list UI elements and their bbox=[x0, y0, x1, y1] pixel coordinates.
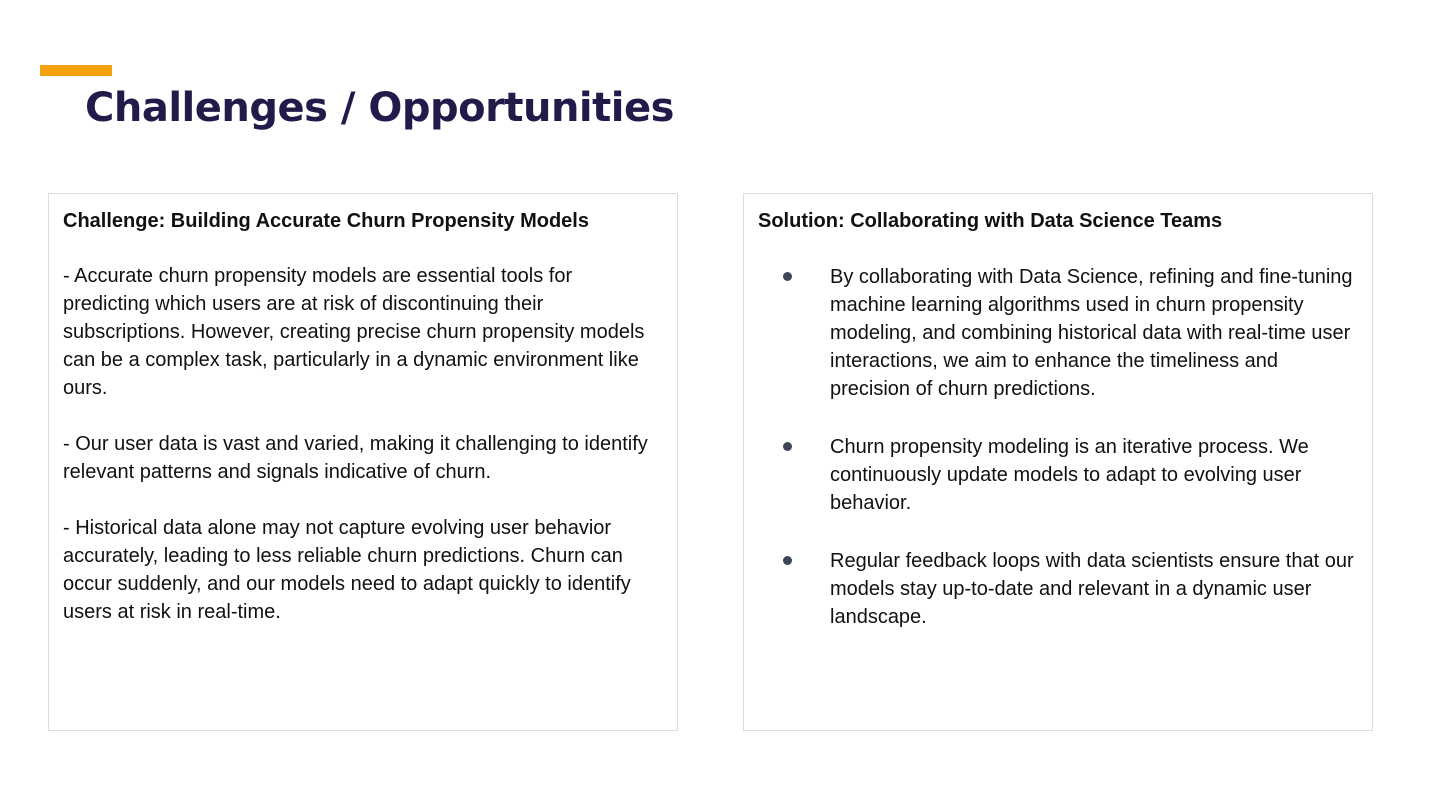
solution-bullet-text: Churn propensity modeling is an iterative process. We continuously update models to adapt to evolving user behavior. bbox=[830, 436, 1309, 514]
bullet-dot-icon bbox=[783, 556, 792, 565]
solution-bullet-text: By collaborating with Data Science, refining and fine-tuning machine learning algorithms used in churn propensity modeling, and combining historical data with real-time user interactions, we aim to enhance the timeliness and precision of churn predictions. bbox=[830, 266, 1353, 400]
challenge-paragraph: - Historical data alone may not capture evolving user behavior accurately, leading to less reliable churn predictions. Churn can occur suddenly, and our models need to adapt quickly to identify users at risk in real-time. bbox=[63, 517, 631, 623]
solution-heading: Solution: Collaborating with Data Science Teams bbox=[758, 210, 1223, 232]
solution-bullet-text: Regular feedback loops with data scientists ensure that our models stay up-to-date and relevant in a dynamic user landscape. bbox=[830, 550, 1354, 628]
page-title: Challenges / Opportunities bbox=[85, 85, 674, 131]
solution-card bbox=[743, 193, 1373, 731]
title-accent-bar bbox=[40, 65, 112, 76]
bullet-dot-icon bbox=[783, 272, 792, 281]
list-item bbox=[758, 433, 1358, 517]
bullet-dot-icon bbox=[783, 442, 792, 451]
challenge-paragraph: - Our user data is vast and varied, making it challenging to identify relevant patterns and signals indicative of churn. bbox=[63, 433, 648, 483]
challenge-heading: Challenge: Building Accurate Churn Propensity Models bbox=[63, 210, 589, 232]
list-item bbox=[758, 263, 1358, 403]
solution-bullet-list bbox=[758, 263, 1358, 631]
challenge-paragraph: - Accurate churn propensity models are essential tools for predicting which users are at risk of discontinuing their subscriptions. However, creating precise churn propensity models can be a complex task, particularly in a dynamic environment like ours. bbox=[63, 265, 645, 399]
challenge-card bbox=[48, 193, 678, 731]
list-item bbox=[758, 547, 1358, 631]
